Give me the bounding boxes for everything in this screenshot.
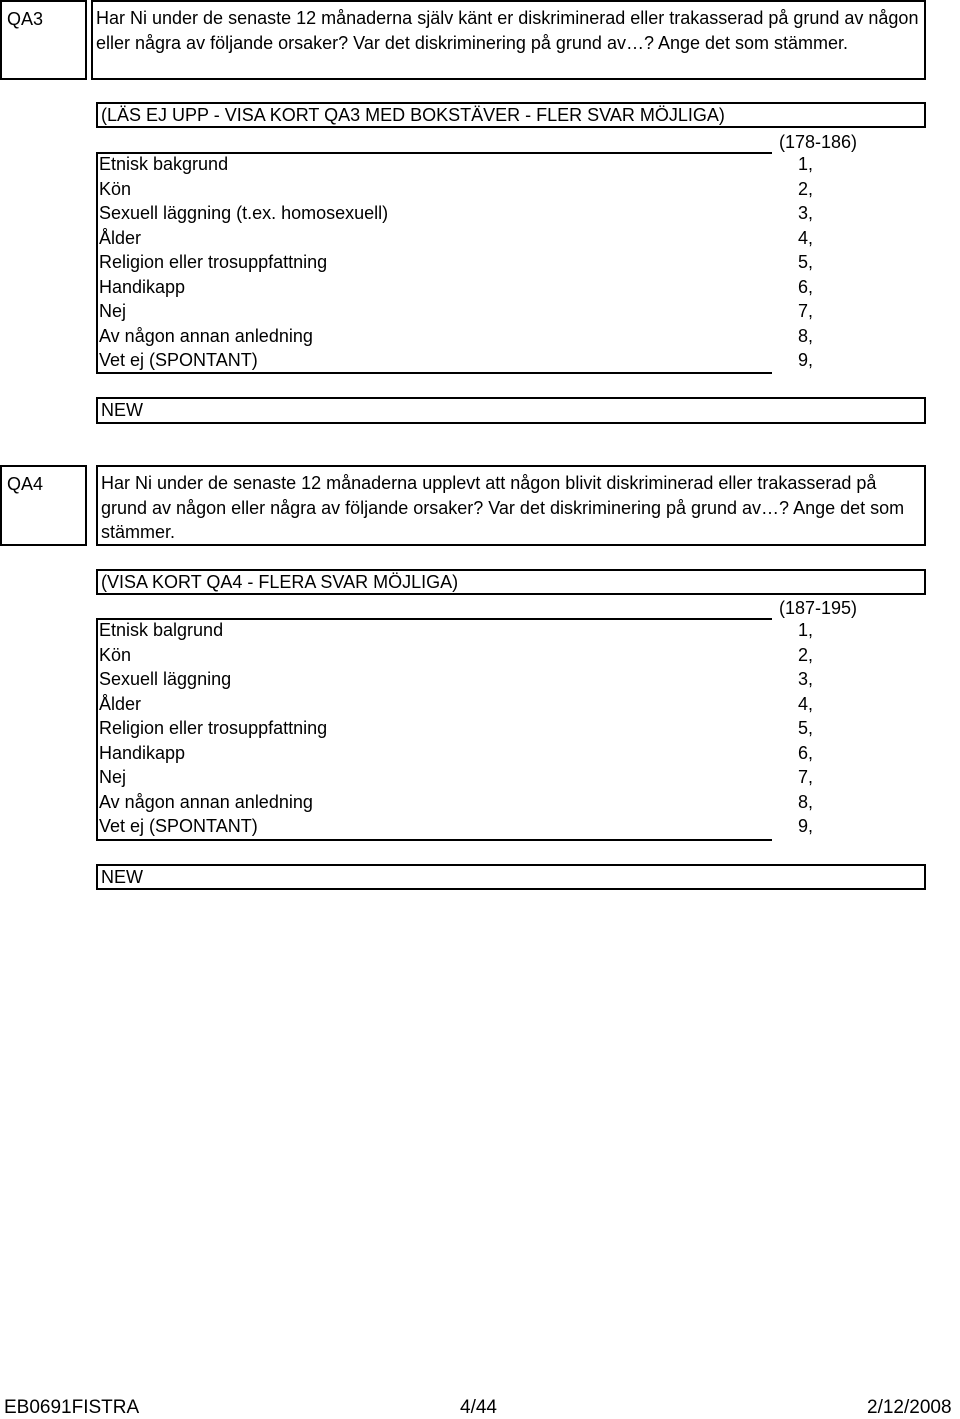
qa3-instruction: (LÄS EJ UPP - VISA KORT QA3 MED BOKSTÄVER - FLER SVAR MÖJLIGA) [101,105,725,125]
option-label: Handikapp [99,276,186,297]
option-code: 7, [797,767,813,787]
qa3-option[interactable] [99,152,919,176]
option-label: Kön [99,644,132,665]
qa3-new-cell [96,397,926,424]
option-label: Religion eller trosuppfattning [99,718,328,738]
qa4-id: QA4 [7,474,44,494]
option-code: 4, [797,227,813,248]
footer-date: 2/12/2008 [867,1397,952,1418]
qa3-option[interactable] [99,201,919,225]
qa3-option[interactable] [99,299,919,323]
qa4-option[interactable] [99,790,919,814]
option-code: 2, [797,178,813,199]
qa4-question: Har Ni under de senaste 12 månaderna upplevt att någon blivit diskriminerad eller trakasserad på grund av någon eller några av följande orsaker? Var det diskriminering på grund av…? Ange det som stämmer. [101,473,905,542]
option-label: Sexuell läggning (t.ex. homosexuell) [99,203,389,223]
qa3-option[interactable] [99,324,919,348]
qa4-instruction-cell [96,569,926,595]
option-code: 6, [797,742,813,763]
option-label: Etnisk bakgrund [99,154,229,174]
option-code: 2, [797,644,813,665]
option-label: Nej [99,301,127,321]
option-code: 6, [797,276,813,297]
option-code: 3, [797,669,813,689]
option-code: 5, [797,252,813,272]
qa4-range: (187-195) [778,598,857,618]
qa3-option[interactable] [99,348,919,372]
qa4-options-list [96,618,926,841]
option-code: 5, [797,718,813,738]
qa4-option[interactable] [99,814,919,838]
option-label: Kön [99,178,132,199]
option-label: Ålder [99,227,142,248]
qa3-option[interactable] [99,250,919,274]
qa3-id: QA3 [7,9,44,29]
footer-page-number: 4/44 [460,1397,497,1418]
option-code: 7, [797,301,813,321]
qa3-new-label: NEW [101,400,143,420]
option-code: 9, [797,350,813,370]
option-code: 8, [797,791,813,812]
option-label: Etnisk balgrund [99,620,224,640]
qa4-option[interactable] [99,716,919,740]
qa3-range: (178-186) [778,132,857,152]
option-label: Av någon annan anledning [99,325,313,346]
option-label: Av någon annan anledning [99,791,313,812]
qa4-new-cell [96,864,926,890]
option-code: 1, [797,620,813,640]
qa4-option[interactable] [99,765,919,789]
option-label: Ålder [99,693,142,714]
qa4-option[interactable] [99,692,919,716]
qa4-option[interactable] [99,643,919,667]
option-label: Sexuell läggning [99,669,232,689]
option-label: Nej [99,767,127,787]
option-label: Vet ej (SPONTANT) [99,816,258,836]
qa3-question: Har Ni under de senaste 12 månaderna själv känt er diskriminerad eller trakasserad på grund av någon eller några av följande orsaker? Var det diskriminering på grund av…? Ange det som stämmer. [96,8,919,53]
qa4-instruction: (VISA KORT QA4 - FLERA SVAR MÖJLIGA) [101,572,459,592]
option-code: 3, [797,203,813,223]
qa4-option[interactable] [99,618,919,642]
qa3-options-list [96,152,926,374]
option-code: 4, [797,693,813,714]
qa3-option[interactable] [99,275,919,299]
option-label: Vet ej (SPONTANT) [99,350,258,370]
option-code: 9, [797,816,813,836]
qa4-question-cell [96,465,926,546]
qa3-option[interactable] [99,177,919,201]
option-code: 8, [797,325,813,346]
option-label: Handikapp [99,742,186,763]
qa3-question-cell [91,0,926,80]
qa4-id-cell [0,465,87,546]
footer-doc-code: EB0691FISTRA [4,1397,140,1418]
qa4-option[interactable] [99,741,919,765]
option-code: 1, [797,154,813,174]
qa3-option[interactable] [99,226,919,250]
qa3-instruction-cell [96,102,926,128]
option-label: Religion eller trosuppfattning [99,252,328,272]
qa4-new-label: NEW [101,867,143,887]
qa3-id-cell [0,0,87,80]
qa4-option[interactable] [99,667,919,691]
